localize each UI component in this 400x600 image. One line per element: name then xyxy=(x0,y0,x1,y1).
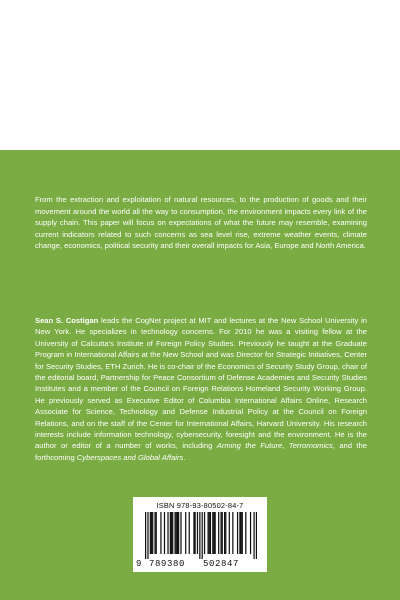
barcode-left-digits: 789380 xyxy=(149,559,186,569)
author-name: Sean S. Costigan xyxy=(35,316,99,325)
bio-text-2: , and the forthcoming xyxy=(35,441,367,462)
barcode-bar xyxy=(237,512,238,554)
barcode-first-digit: 9 xyxy=(136,559,142,569)
top-white-band xyxy=(0,0,400,150)
barcode-bar xyxy=(210,512,211,554)
isbn-barcode xyxy=(133,497,267,572)
barcode-bar xyxy=(176,512,177,554)
barcode-bar xyxy=(150,512,151,554)
summary-paragraph: From the extraction and exploitation of natural resources, to the production of goods and their movement around the world all the way to consumption, the environment impacts every link of the supply chain. This paper will focus on expectations of what the future may resemble, examining current indicators related to such concerns as sea level rise, extreme weather events, climate change, economics, political security and their overall impacts for Asia, Europe and North America. xyxy=(35,195,367,251)
barcode-bar xyxy=(154,512,155,554)
barcode-bar xyxy=(232,512,233,554)
barcode-bar xyxy=(160,512,161,554)
barcode-bar xyxy=(180,512,181,554)
barcode-bar xyxy=(156,512,157,554)
barcode-bar xyxy=(178,512,179,554)
barcode-bar xyxy=(170,512,171,554)
barcode-bar xyxy=(220,512,221,554)
isbn-label: ISBN 978-93-80502-84-7 xyxy=(156,501,244,510)
barcode-bar xyxy=(147,512,148,559)
barcode-bar xyxy=(164,512,165,554)
barcode-bar xyxy=(224,512,225,554)
barcode-bar xyxy=(193,512,194,554)
barcode-bar xyxy=(199,512,200,559)
barcode-bar xyxy=(222,512,223,554)
barcode-bar xyxy=(253,512,254,559)
barcode-bar xyxy=(209,512,210,554)
bio-text-3: . xyxy=(183,452,186,462)
barcode-bar xyxy=(256,512,257,559)
barcode-bar xyxy=(177,512,178,554)
barcode-bar xyxy=(240,512,241,554)
barcode-bar xyxy=(207,512,208,554)
barcode-bar xyxy=(189,512,190,554)
barcode-bar xyxy=(172,512,173,554)
barcode-bar xyxy=(151,512,152,554)
barcode-bars xyxy=(145,512,257,559)
barcode-bar xyxy=(245,512,246,554)
barcode-bar xyxy=(197,512,198,554)
bio-text-1: leads the CogNet project at MIT and lectures at the New School University in New York. He specializes in technology concerns. For 2010 he was a visiting fellow at the University of Calcutta's Institute of Foreign Policy Studies. Previously he taught at the Graduate Program in International Affairs at the New School and was Director for Strategic Initiatives, Center for Security Studies, ETH Zurich. He is co-chair of the Economics of Security Study Group, chair of the editorial board, Partnership for Peace Consortium of Defense Academies and Security Studies Institutes and a member of the Council on Foreign Relations Homeland Security Working Group. He previously served as Executive Editor of Columbia International Affairs Online, Research Associate for Science, Technology and Defense Industrial Policy at the Council on Foreign Relations, and on the staff of the Center for International Affairs, Harvard University. His research interests include information technology, cybersecurity, foresight and the environment. He is the author or editor of a number of works, including xyxy=(35,316,367,451)
barcode-bar xyxy=(242,512,243,554)
barcode-right-digits: 502847 xyxy=(203,559,240,569)
work-title-2: Terrornomics xyxy=(288,441,333,451)
barcode-bar xyxy=(213,512,214,554)
barcode-bar xyxy=(167,512,168,554)
barcode-bar xyxy=(239,512,240,554)
barcode-bar xyxy=(152,512,153,554)
barcode-bar xyxy=(185,512,186,554)
barcode-bar xyxy=(212,512,213,554)
barcode-bar xyxy=(215,512,216,554)
barcode-bar xyxy=(250,512,251,554)
barcode-bar xyxy=(202,512,203,559)
work-title-3: Cyberspaces and Global Affairs xyxy=(76,452,184,462)
barcode-bar xyxy=(171,512,172,554)
barcode-bar xyxy=(174,512,175,554)
work-title-1: Arming the Future xyxy=(216,441,283,451)
barcode-bar xyxy=(218,512,219,554)
barcode-bar xyxy=(145,512,146,559)
barcode-bar xyxy=(195,512,196,554)
barcode-bar xyxy=(204,512,205,554)
author-bio-paragraph xyxy=(35,315,367,463)
barcode-bar xyxy=(229,512,230,554)
bio-separator: , xyxy=(282,441,289,451)
barcode-bar xyxy=(225,512,226,554)
